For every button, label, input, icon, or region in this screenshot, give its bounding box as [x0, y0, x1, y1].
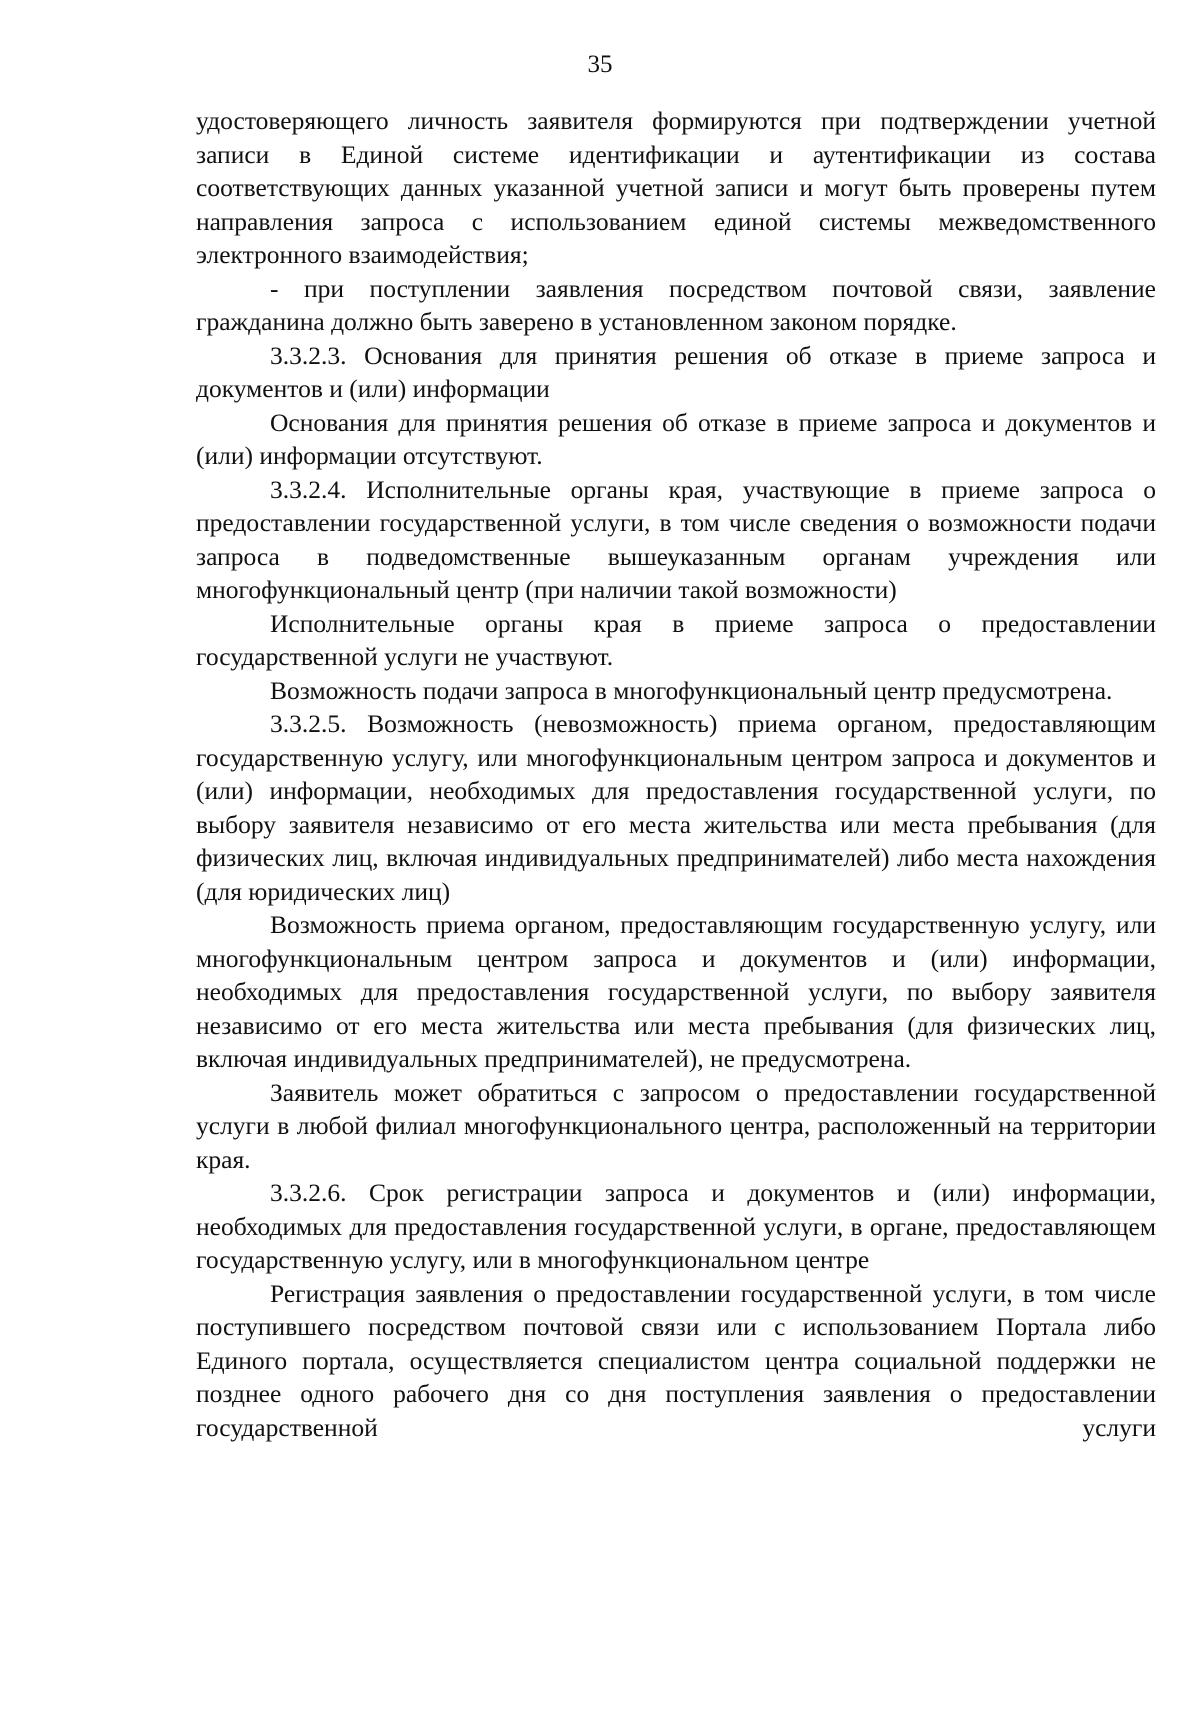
page-number: 35 [587, 51, 613, 78]
paragraph-executive-bodies: Исполнительные органы края в приеме запроса о предоставлении государственной услуги не участвуют. [196, 608, 1156, 671]
paragraph-applicant-branch: Заявитель может обратиться с запросом о предоставлении государственной услуги в любой филиал многофункционального центра, расположенный на территории края. [196, 1077, 1156, 1174]
document-body [196, 104, 1156, 1444]
section-heading-3-3-2-4: 3.3.2.4. Исполнительные органы края, участвующие в приеме запроса о предоставлении государственной услуги, в том числе сведения о возможности подачи запроса в подведомственные вышеуказанным органам учреждения или многофункциональный центр (при наличии такой возможности) [196, 474, 1156, 604]
section-heading-3-3-2-6: 3.3.2.6. Срок регистрации запроса и документов и (или) информации, необходимых для предоставления государственной услуги, в органе, предоставляющем государственную услугу, или в многофункциональном центре [196, 1178, 1156, 1274]
paragraph-continuation: удостоверяющего личность заявителя формируются при подтверждении учетной записи в Единой системе идентификации и аутентификации из состава соответствующих данных указанной учетной записи и могут быть проверены путем направления запроса с использованием единой системы межведомственного электронного взаимодействия; [196, 106, 1156, 269]
paragraph-refusal-grounds: Основания для принятия решения об отказе в приеме запроса и документов и (или) информации отсутствуют. [196, 407, 1156, 470]
paragraph-extraterritorial: Возможность приема органом, предоставляющим государственную услугу, или многофункциональным центром запроса и документов и (или) информации, необходимых для предоставления государственной услуги, по выбору заявителя независимо от его места жительства или места пребывания (для физических лиц, включая индивидуальных предпринимателей), не предусмотрена. [196, 910, 1156, 1073]
paragraph-postal-submission: - при поступлении заявления посредством почтовой связи, заявление гражданина должно быть заверено в установленном законом порядке. [196, 273, 1156, 336]
section-heading-3-3-2-5: 3.3.2.5. Возможность (невозможность) приема органом, предоставляющим государственную услугу, или многофункциональным центром запроса и документов и (или) информации, необходимых для предоставления государственной услуги, по выбору заявителя независимо от его места жительства или места пребывания (для физических лиц, включая индивидуальных предпринимателей) либо места нахождения (для юридических лиц) [196, 709, 1156, 906]
paragraph-registration: Регистрация заявления о предоставлении государственной услуги, в том числе поступившего посредством почтовой связи или с использованием Портала либо Единого портала, осуществляется специалистом центра социальной поддержки не позднее одного рабочего дня со дня поступления заявления о предоставлении государственной услуги [196, 1278, 1156, 1442]
paragraph-mfc-possibility: Возможность подачи запроса в многофункциональный центр предусмотрена. [270, 675, 1113, 705]
section-heading-3-3-2-3: 3.3.2.3. Основания для принятия решения об отказе в приеме запроса и документов и (или) информации [196, 340, 1156, 403]
